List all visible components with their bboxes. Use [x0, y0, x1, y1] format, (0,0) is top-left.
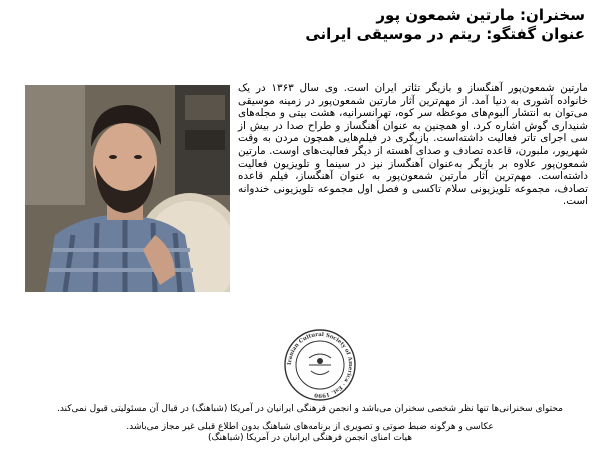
speaker-bio: مارتین شمعون‌پور آهنگساز و بازیگر تئاتر ایران است. وی سال ۱۳۶۳ در یک خانواده آشوری به دنیا آمد. از مهم‌ترین آثار مارتین شمعون‌پور در زمینه موسیقی می‌توان به انتشار آلبوم‌های موعظه سر کوه، تهرانسرانیه، هشت بیتی و مجله‌های شنیداری گوش اشاره کرد. او همچنین به عنوان آهنگساز و طراح صدا در بیش از سی اجرای تاتر فعالیت داشته‌است. بازیگری در فیلم‌هایی همچون مردن به وقت شهریور، ملبورن، قاعده تصادف و صدای آهسته از دیگر فعالیت‌های اوست. مارتین شمعون‌پور علاوه بر بازیگر به‌عنوان آهنگساز نیز در سینما و تلویزیون فعالیت داشته‌است. مهم‌ترین آثار مارتین شمعون‌پور به عنوان آهنگساز، فیلم قاعده تصادف، مجموعه تلویزیونی سلام تاکسی و فصل اول مجموعه تلویزیونی خندوانه است.	[238, 82, 588, 208]
society-seal-logo	[283, 328, 357, 402]
header	[165, 6, 585, 44]
talk-title: عنوان گفتگو: ریتم در موسیقی ایرانی	[305, 25, 585, 43]
seal-text: Iranian Cultural Society of America · Est. 1990	[286, 331, 354, 399]
portrait-photo	[25, 85, 230, 292]
footer-disclaimer	[30, 404, 590, 445]
disclaimer-line-3: هیات امنای انجمن فرهنگی ایرانیان در آمریکا (شباهنگ)	[207, 433, 413, 443]
speaker-name: سخنران: مارتین شمعون پور	[376, 6, 585, 24]
disclaimer-line-1: محتوای سخنرانی‌ها تنها نظر شخصی سخنران می‌باشد و انجمن فرهنگی ایرانیان در آمریکا (شباهنگ) در قبال آن مسئولیتی قبول نمی‌کند.	[56, 404, 564, 414]
disclaimer-line-2: عکاسی و هرگونه ضبط صوتی و تصویری از برنامه‌های شباهنگ بدون اطلاع قبلی غیر مجاز می‌باشد.	[126, 421, 494, 432]
